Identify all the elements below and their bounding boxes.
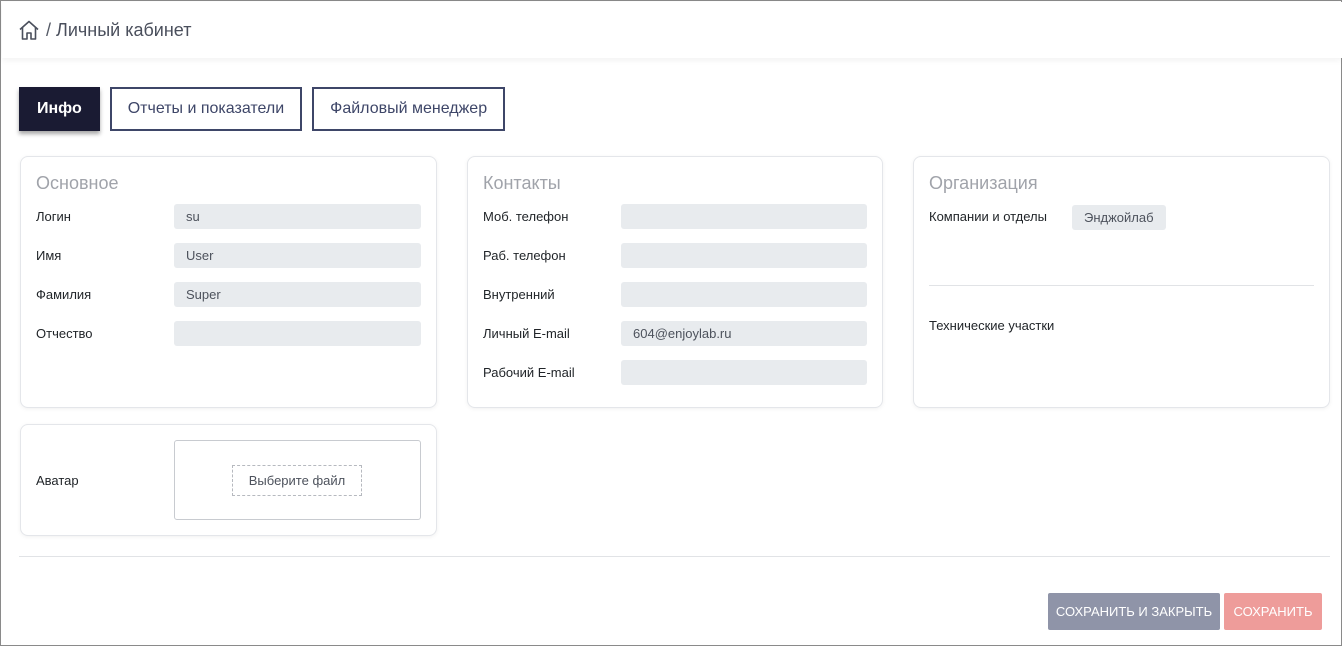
breadcrumb-separator: / xyxy=(46,19,52,40)
tech-sites-label: Технические участки xyxy=(929,318,1055,333)
breadcrumb xyxy=(2,2,1342,58)
work-email-field[interactable] xyxy=(621,360,867,385)
work-phone-field[interactable] xyxy=(621,243,867,268)
first-name-row xyxy=(36,243,421,268)
last-name-row xyxy=(36,282,421,307)
work-phone-row xyxy=(483,243,867,268)
personal-email-field[interactable] xyxy=(621,321,867,346)
organization-divider xyxy=(929,285,1314,286)
contacts-title: Контакты xyxy=(483,173,561,193)
last-name-label: Фамилия xyxy=(36,287,92,302)
internal-phone-field[interactable] xyxy=(621,282,867,307)
home-icon[interactable] xyxy=(18,19,40,41)
internal-phone-row xyxy=(483,282,867,307)
work-email-row xyxy=(483,360,867,385)
organization-card xyxy=(913,156,1330,408)
companies-label: Компании и отделы xyxy=(929,209,1047,224)
mobile-phone-row xyxy=(483,204,867,229)
personal-email-row xyxy=(483,321,867,346)
company-chip[interactable]: Энджойлаб xyxy=(1072,205,1166,230)
login-field[interactable] xyxy=(174,204,421,229)
internal-phone-label: Внутренний xyxy=(483,287,555,302)
avatar-card xyxy=(20,424,437,536)
last-name-field[interactable] xyxy=(174,282,421,307)
footer-divider xyxy=(19,556,1330,557)
patronymic-field[interactable] xyxy=(174,321,421,346)
tab-info[interactable]: Инфо xyxy=(19,87,100,131)
tab-file-manager[interactable]: Файловый менеджер xyxy=(312,87,505,131)
tab-reports[interactable]: Отчеты и показатели xyxy=(110,87,302,131)
avatar-dropzone[interactable] xyxy=(174,440,421,520)
page-title: Личный кабинет xyxy=(56,19,192,40)
mobile-phone-label: Моб. телефон xyxy=(483,209,569,224)
basic-info-card xyxy=(20,156,437,408)
mobile-phone-field[interactable] xyxy=(621,204,867,229)
patronymic-label: Отчество xyxy=(36,326,93,341)
login-row xyxy=(36,204,421,229)
work-phone-label: Раб. телефон xyxy=(483,248,566,263)
avatar-label: Аватар xyxy=(36,473,79,488)
personal-email-label: Личный E-mail xyxy=(483,326,570,341)
save-button[interactable]: СОХРАНИТЬ xyxy=(1224,593,1322,630)
login-label: Логин xyxy=(36,209,71,224)
basic-info-title: Основное xyxy=(36,173,119,193)
choose-file-button[interactable]: Выберите файл xyxy=(232,465,362,496)
save-and-close-button[interactable]: СОХРАНИТЬ И ЗАКРЫТЬ xyxy=(1048,593,1220,630)
organization-title: Организация xyxy=(929,173,1038,193)
tab-bar xyxy=(19,87,505,131)
patronymic-row xyxy=(36,321,421,346)
first-name-field[interactable] xyxy=(174,243,421,268)
first-name-label: Имя xyxy=(36,248,62,263)
work-email-label: Рабочий E-mail xyxy=(483,365,575,380)
contacts-card xyxy=(467,156,883,408)
